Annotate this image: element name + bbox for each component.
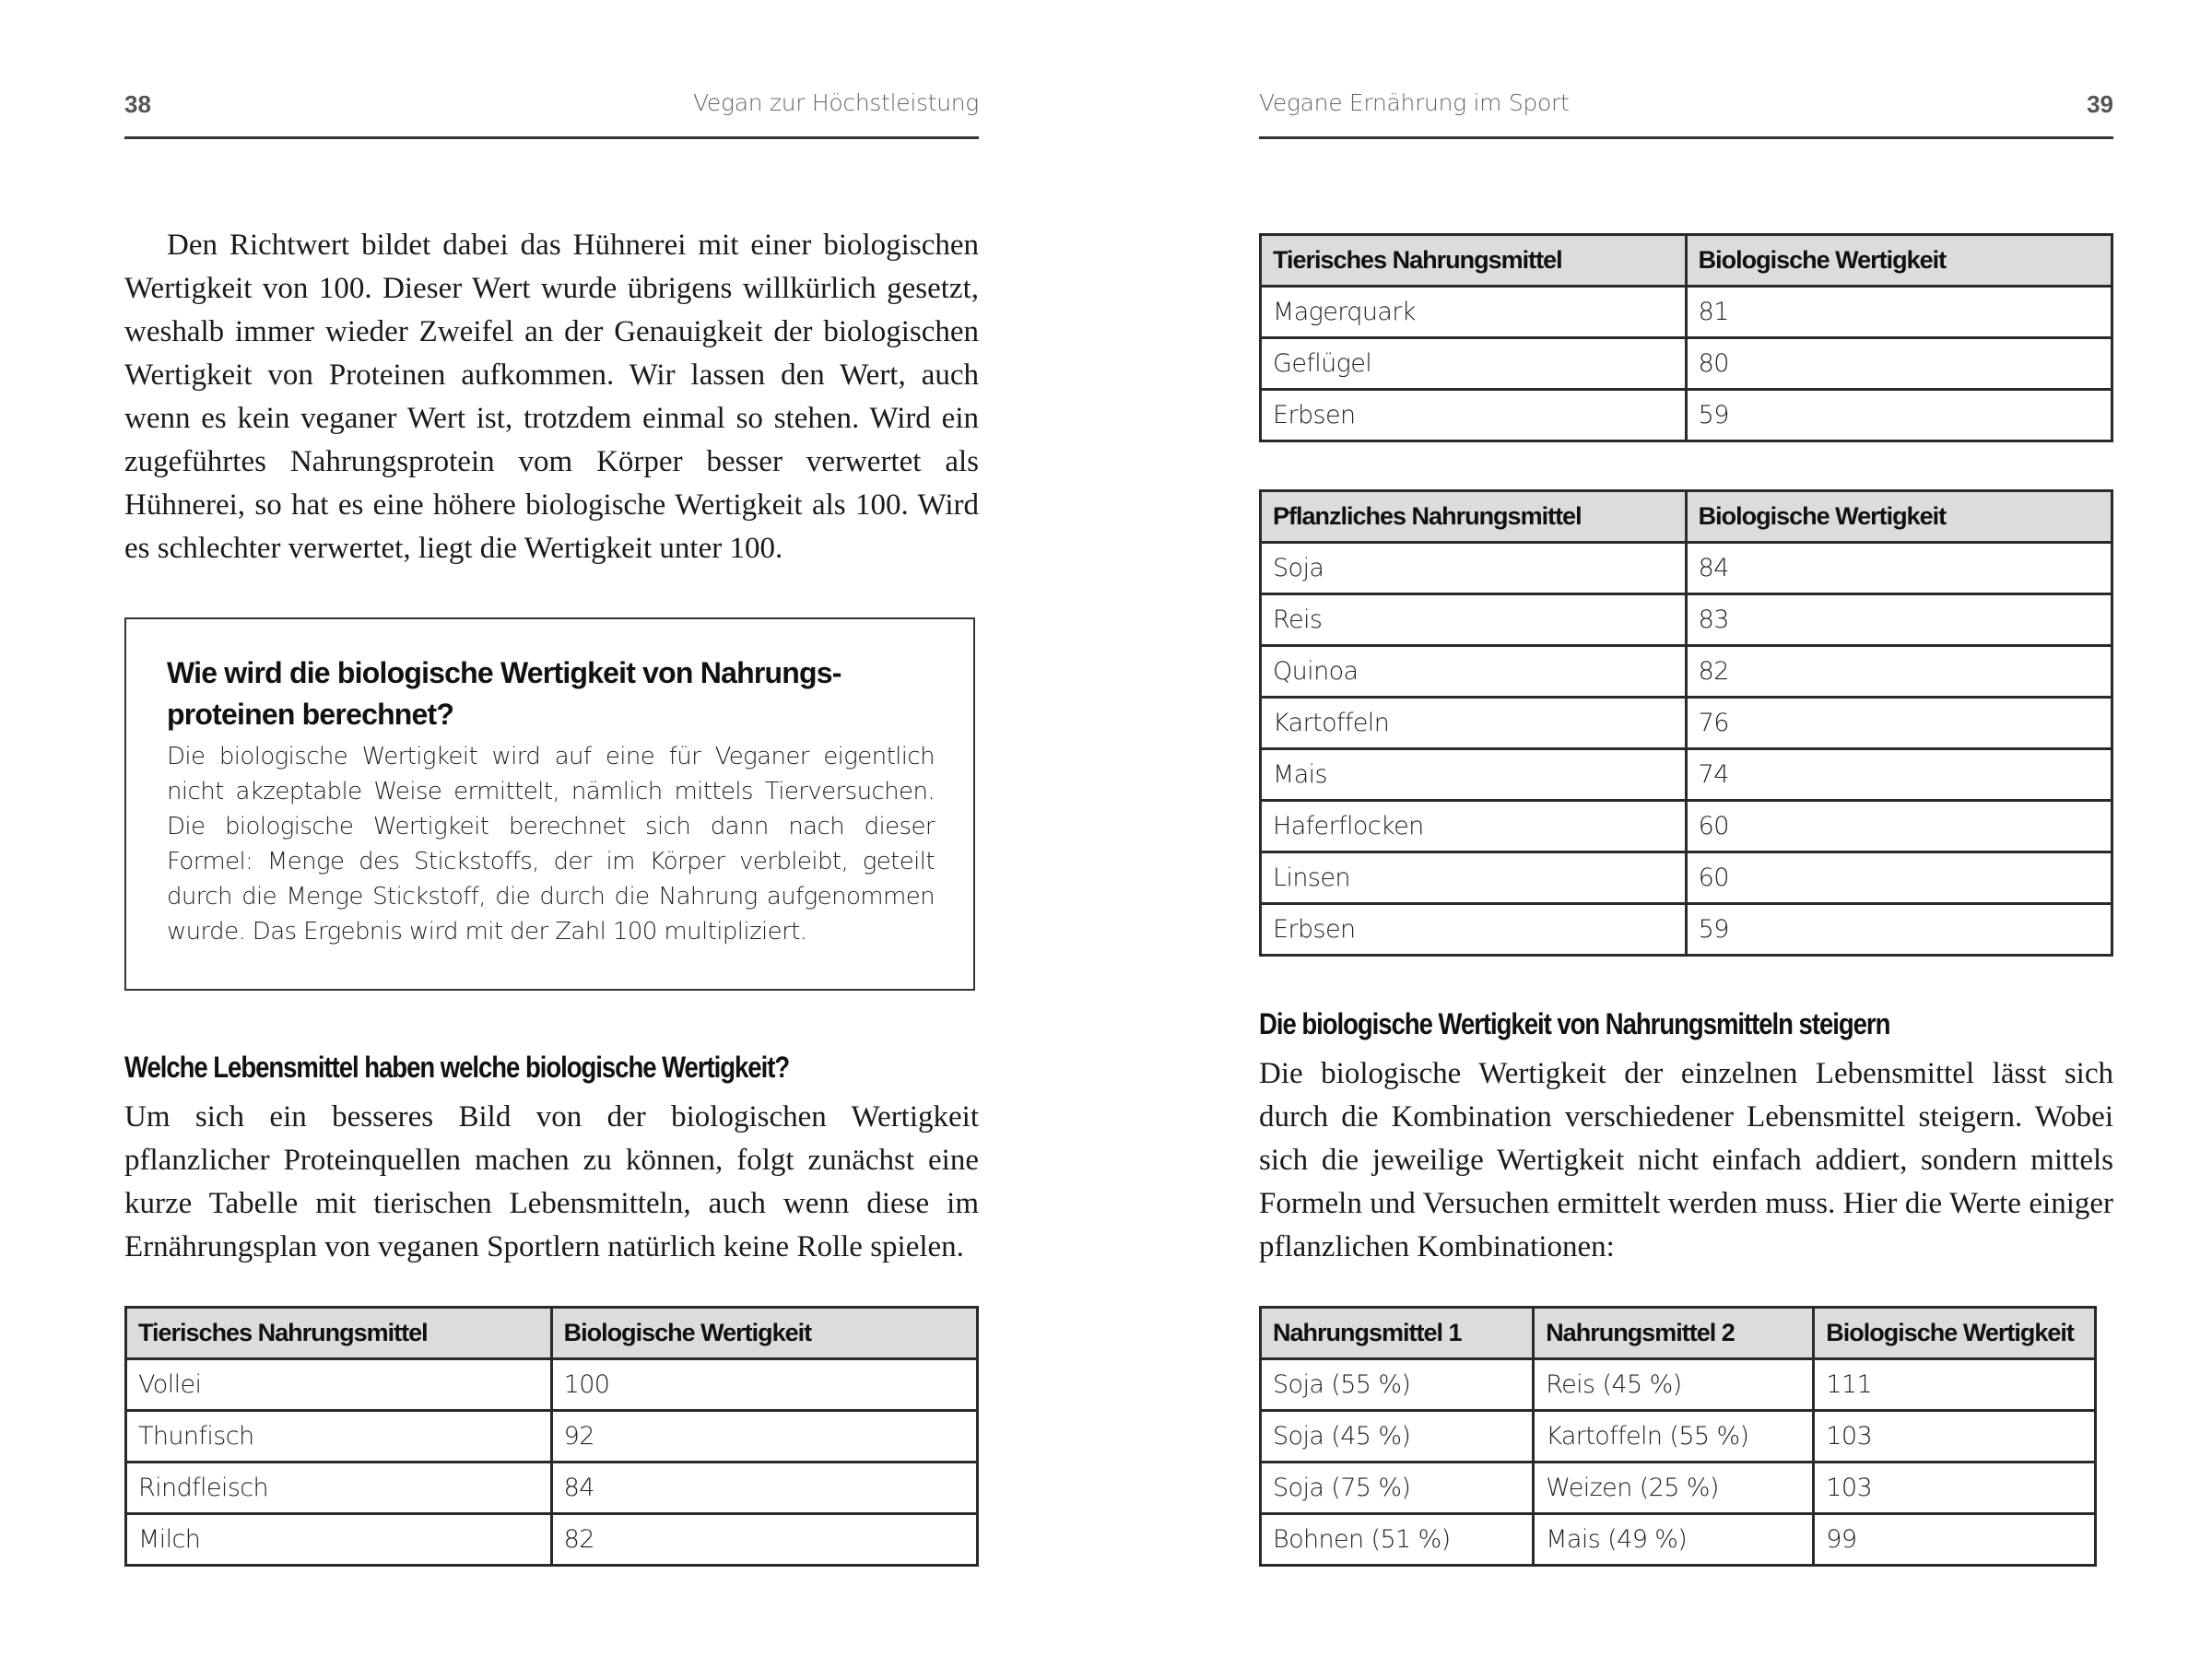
info-box-title: Wie wird die biologische Wertigkeit von Nahrungs-proteinen berechnet? (167, 656, 841, 731)
value-cell: 60 (1686, 852, 2112, 904)
column-header: Nahrungsmittel 2 (1534, 1308, 1814, 1359)
column-header: Biologische Wertigkeit (551, 1308, 977, 1359)
page-number: 38 (124, 90, 151, 118)
running-title: Vegane Ernährung im Sport (1259, 89, 1570, 116)
food-cell: Erbsen (1261, 904, 1687, 956)
table-row (1261, 1514, 2096, 1566)
food-cell: Soja (1261, 543, 1687, 594)
column-header: Biologische Wertigkeit (1686, 491, 2112, 543)
food-cell: Mais (1261, 749, 1687, 801)
table-row (1261, 698, 2112, 749)
column-header: Biologische Wertigkeit (1686, 235, 2112, 287)
food-cell: Reis (1261, 594, 1687, 646)
column-header: Pflanzliches Nahrungsmittel (1261, 491, 1687, 543)
section-heading: Die biologische Wertigkeit von Nahrungsmitteln steigern (1259, 1007, 1890, 1040)
food-cell: Linsen (1261, 852, 1687, 904)
table-header-row (1261, 491, 2112, 543)
table-row (1261, 852, 2112, 904)
value-cell: 92 (551, 1411, 977, 1463)
food-cell: Rindfleisch (126, 1463, 552, 1514)
animal-value-table-continued (1259, 233, 2113, 442)
food-1-cell: Soja (55 %) (1261, 1359, 1534, 1411)
food-2-cell: Reis (45 %) (1534, 1359, 1814, 1411)
table-row (1261, 904, 2112, 956)
value-cell: 103 (1814, 1411, 2096, 1463)
value-cell: 84 (551, 1463, 977, 1514)
food-2-cell: Kartoffeln (55 %) (1534, 1411, 1814, 1463)
column-header: Biologische Wertigkeit (1814, 1308, 2096, 1359)
table-row (1261, 543, 2112, 594)
section-paragraph: Die biologische Wertigkeit der einzelnen Lebensmittel lässt sich durch die Kombination verschiedener Lebensmittel steigern. Wobei sich die jeweilige Wertigkeit nicht einfach addiert, sondern mittels Formeln und Versuchen ermittelt werden muss. Hier die Werte einiger pflanzlichen Kombinationen: (1259, 1057, 2113, 1263)
section-paragraph: Um sich ein besseres Bild von der biologischen Wertigkeit pflanzlicher Proteinquellen machen zu können, folgt zunächst eine kurze Tabelle mit tierischen Lebensmitteln, auch wenn diese im Ernährungsplan von veganen Sportlern natürlich keine Rolle spielen. (124, 1100, 979, 1263)
table-row (1261, 801, 2112, 852)
value-cell: 82 (551, 1514, 977, 1566)
table-row (1261, 1359, 2096, 1411)
table-row (1261, 1463, 2096, 1514)
food-2-cell: Weizen (25 %) (1534, 1463, 1814, 1514)
value-cell: 59 (1686, 904, 2112, 956)
value-cell: 80 (1686, 338, 2112, 390)
column-header: Nahrungsmittel 1 (1261, 1308, 1534, 1359)
food-cell: Quinoa (1261, 646, 1687, 698)
table-row (1261, 390, 2112, 441)
food-cell: Geflügel (1261, 338, 1687, 390)
table-row (126, 1463, 978, 1514)
food-1-cell: Bohnen (51 %) (1261, 1514, 1534, 1566)
plant-value-table (1259, 489, 2113, 957)
page-number: 39 (2087, 90, 2113, 118)
value-cell: 99 (1814, 1514, 2096, 1566)
value-cell: 59 (1686, 390, 2112, 441)
column-header: Tierisches Nahrungsmittel (1261, 235, 1687, 287)
food-cell: Vollei (126, 1359, 552, 1411)
value-cell: 60 (1686, 801, 2112, 852)
value-cell: 76 (1686, 698, 2112, 749)
food-cell: Kartoffeln (1261, 698, 1687, 749)
food-cell: Thunfisch (126, 1411, 552, 1463)
table-row (1261, 646, 2112, 698)
food-cell: Haferflocken (1261, 801, 1687, 852)
intro-paragraph: Den Richtwert bildet dabei das Hühnerei mit einer biologischen Wertigkeit von 100. Dieser Wert wurde übrigens willkürlich gesetzt, weshalb immer wieder Zweifel an der Genauigkeit der biologischen Wertigkeit von Proteinen aufkommen. Wir lassen den Wert, auch wenn es kein veganer Wert ist, trotzdem einmal so stehen. Wird ein zugeführtes Nahrungsprotein vom Körper besser verwertet als Hühnerei, so hat es eine höhere biologische Wertigkeit als 100. Wird es schlechter verwertet, liegt die Wertigkeit unter 100. (124, 229, 979, 565)
value-cell: 100 (551, 1359, 977, 1411)
table-header-row (1261, 235, 2112, 287)
running-title: Vegan zur Höchstleistung (693, 89, 979, 116)
value-cell: 84 (1686, 543, 2112, 594)
value-cell: 103 (1814, 1463, 2096, 1514)
animal-value-table (124, 1306, 979, 1567)
food-cell: Milch (126, 1514, 552, 1566)
food-1-cell: Soja (45 %) (1261, 1411, 1534, 1463)
table-row (1261, 594, 2112, 646)
food-cell: Magerquark (1261, 287, 1687, 338)
table-row (126, 1359, 978, 1411)
info-box-text: Die biologische Wertigkeit wird auf eine für Veganer eigentlich nicht akzeptable Weise ermittelt, nämlich mittels Tierversuchen. Die biologische Wertigkeit berechnet sich dann nach dieser Formel: Menge des Stickstoffs, der im Körper verbleibt, geteilt durch die Menge Stickstoff, die durch die Nahrung aufgenommen wurde. Das Ergebnis wird mit der Zahl 100 multipliziert. (167, 743, 935, 946)
page-header (124, 85, 979, 139)
table-row (1261, 749, 2112, 801)
value-cell: 82 (1686, 646, 2112, 698)
table-row (1261, 1411, 2096, 1463)
combination-value-table (1259, 1306, 2097, 1567)
section-heading: Welche Lebensmittel haben welche biologische Wertigkeit? (124, 1051, 790, 1084)
value-cell: 111 (1814, 1359, 2096, 1411)
column-header: Tierisches Nahrungsmittel (126, 1308, 552, 1359)
table-header-row (1261, 1308, 2096, 1359)
table-header-row (126, 1308, 978, 1359)
table-row (126, 1514, 978, 1566)
value-cell: 83 (1686, 594, 2112, 646)
value-cell: 81 (1686, 287, 2112, 338)
value-cell: 74 (1686, 749, 2112, 801)
food-cell: Erbsen (1261, 390, 1687, 441)
food-2-cell: Mais (49 %) (1534, 1514, 1814, 1566)
food-1-cell: Soja (75 %) (1261, 1463, 1534, 1514)
page-header (1259, 85, 2113, 139)
table-row (1261, 287, 2112, 338)
table-row (126, 1411, 978, 1463)
info-box (124, 617, 975, 991)
table-row (1261, 338, 2112, 390)
